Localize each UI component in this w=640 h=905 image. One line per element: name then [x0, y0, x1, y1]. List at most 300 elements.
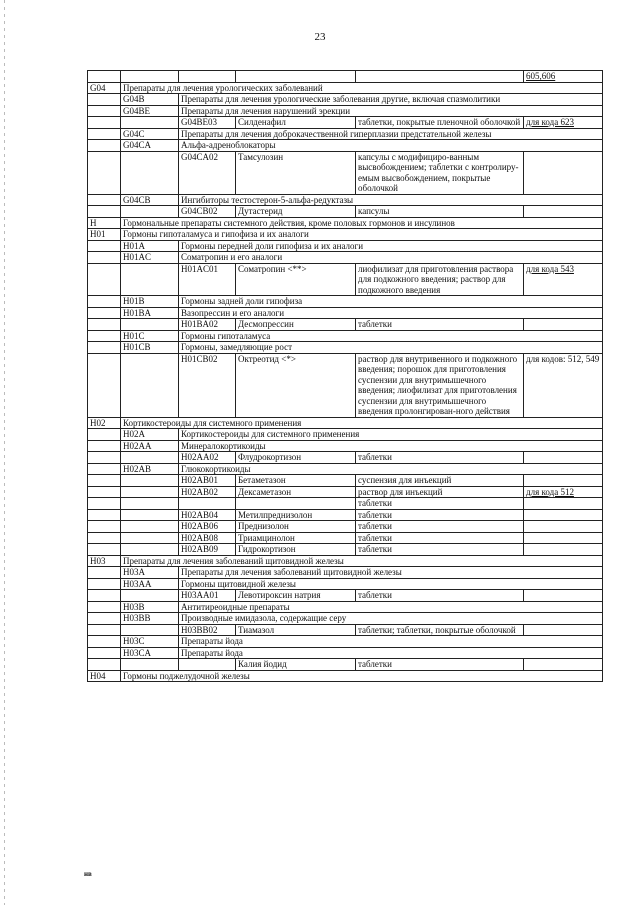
group-code-cell — [88, 94, 121, 106]
subgroup-code-cell — [121, 194, 179, 206]
cell-text: Гормоны гипоталамуса — [181, 330, 271, 341]
group-code-cell — [88, 229, 121, 241]
group-code-cell — [88, 544, 121, 556]
group-code-cell — [88, 82, 121, 94]
cell-text: Триамцинолон — [238, 532, 295, 543]
atc-table-body — [88, 71, 603, 682]
cell-text: G04B — [123, 94, 145, 104]
group-code-cell — [88, 263, 121, 296]
group-code-cell — [88, 307, 121, 319]
subgroup-code-cell — [121, 659, 179, 671]
note-cell — [524, 263, 603, 296]
drug-name-cell — [236, 659, 356, 671]
subgroup-code-cell — [121, 105, 179, 117]
atc-code-cell — [179, 532, 236, 544]
cell-text: Препараты для лечения доброкачественной гиперплазии предстательной железы — [181, 128, 492, 139]
subgroup-code-cell — [121, 117, 179, 129]
cell-text: H01BA — [123, 307, 152, 318]
cell-text: G04CB — [123, 194, 151, 205]
cell-text: капсулы с модифициро-ванным высвобождением; таблетки с контролиру-емым высвобождением, покрытые оболочкой — [358, 151, 519, 193]
table-row — [88, 296, 603, 308]
cell-text: H01CB — [123, 342, 151, 352]
group-title-cell — [179, 296, 603, 308]
atc-code-cell — [179, 659, 236, 671]
subgroup-code-cell — [121, 601, 179, 613]
table-row — [88, 613, 603, 625]
table-row — [88, 263, 603, 296]
subgroup-code-cell — [121, 452, 179, 464]
cell-text: H01C — [123, 330, 145, 341]
dosage-form-cell — [356, 544, 524, 556]
cell-text: таблетки — [358, 452, 393, 462]
group-code-cell — [88, 486, 121, 498]
subgroup-code-cell — [121, 647, 179, 659]
subgroup-code-cell — [121, 240, 179, 252]
atc-code-cell — [179, 353, 236, 417]
group-code-cell — [88, 555, 121, 567]
table-row — [88, 521, 603, 533]
note-cell — [524, 71, 603, 83]
cell-text: Гормональные препараты системного действия, кроме половых гормонов и инсулинов — [123, 217, 455, 228]
group-code-cell — [88, 498, 121, 510]
cell-text: таблетки; таблетки, покрытые оболочкой — [358, 624, 516, 635]
cell-text: для кодов: 512, 549 — [526, 353, 600, 364]
group-code-cell — [88, 105, 121, 117]
table-row — [88, 532, 603, 544]
group-code-cell — [88, 624, 121, 636]
group-code-cell — [88, 636, 121, 648]
table-row — [88, 659, 603, 671]
cell-text: Вазопрессин и его аналоги — [181, 307, 285, 318]
cell-text: H04 — [90, 670, 106, 681]
cell-text: Гидрокортизон — [238, 544, 296, 554]
group-code-cell — [88, 151, 121, 194]
group-title-cell — [179, 240, 603, 252]
atc-code-cell — [179, 590, 236, 602]
drug-name-cell — [236, 544, 356, 556]
cell-text: Бетаметазон — [238, 475, 286, 485]
cell-text: H01A — [123, 240, 145, 251]
cell-text: Препараты для лечения нарушений эрекции — [181, 105, 351, 116]
dosage-form-cell — [356, 659, 524, 671]
group-title-cell — [179, 429, 603, 441]
cell-text: Метилпреднизолон — [238, 509, 313, 520]
dosage-form-cell — [356, 486, 524, 498]
group-code-cell — [88, 252, 121, 264]
cell-text: H03B — [123, 601, 145, 612]
cell-text: раствор для внутривенного и подкожного введения; порошок для приготовления суспензии для внутримышечного введения; лиофилизат для приготовления суспензии для внутримышечного введения пролонгирован-ного действия — [358, 353, 518, 416]
table-row — [88, 624, 603, 636]
group-title-cell — [121, 417, 603, 429]
subgroup-code-cell — [121, 263, 179, 296]
group-code-cell — [88, 578, 121, 590]
cell-text: таблетки, покрытые пленочной оболочкой — [358, 117, 521, 127]
atc-code-cell — [179, 475, 236, 487]
cell-text: G04 — [90, 82, 106, 93]
table-row — [88, 71, 603, 83]
subgroup-code-cell — [121, 624, 179, 636]
table-row — [88, 82, 603, 94]
group-title-cell — [179, 636, 603, 648]
cell-text: Препараты йода — [181, 636, 243, 646]
cell-text: G04CB02 — [181, 206, 218, 216]
subgroup-code-cell — [121, 636, 179, 648]
table-row — [88, 417, 603, 429]
group-code-cell — [88, 217, 121, 229]
cell-text[interactable]: для кода 512 — [526, 486, 574, 497]
atc-code-cell — [179, 521, 236, 533]
drug-name-cell — [236, 498, 356, 510]
group-title-cell — [179, 578, 603, 590]
group-code-cell — [88, 659, 121, 671]
group-code-cell — [88, 330, 121, 342]
subgroup-code-cell — [121, 151, 179, 194]
group-code-cell — [88, 206, 121, 218]
cell-text: таблетки — [358, 544, 393, 554]
note-cell — [524, 151, 603, 194]
cell-text: H03A — [123, 567, 145, 577]
group-title-cell — [179, 194, 603, 206]
dosage-form-cell — [356, 590, 524, 602]
footer-mark: нв — [84, 870, 92, 878]
table-row — [88, 475, 603, 487]
subgroup-code-cell — [121, 330, 179, 342]
group-title-cell — [179, 567, 603, 579]
atc-drug-table — [87, 70, 603, 682]
atc-code-cell — [179, 319, 236, 331]
subgroup-code-cell — [121, 521, 179, 533]
table-row — [88, 117, 603, 129]
dosage-form-cell — [356, 475, 524, 487]
note-cell — [524, 353, 603, 417]
atc-code-cell — [179, 498, 236, 510]
cell-text: Гормоны поджелудочной железы — [123, 670, 250, 681]
drug-name-cell — [236, 117, 356, 129]
group-title-cell — [179, 342, 603, 354]
cell-text: Левотироксин натрия — [238, 590, 321, 600]
subgroup-code-cell — [121, 319, 179, 331]
scan-edge-artifact — [4, 0, 5, 905]
note-cell — [524, 659, 603, 671]
group-title-cell — [179, 252, 603, 264]
subgroup-code-cell — [121, 590, 179, 602]
cell-text: Антитиреоидные препараты — [181, 601, 290, 612]
atc-code-cell — [179, 486, 236, 498]
cell-text: H01B — [123, 296, 145, 306]
table-row — [88, 151, 603, 194]
cell-text: Препараты для лечения заболеваний щитовидной железы — [123, 555, 344, 566]
cell-text: Гормоны передней доли гипофиза и их аналоги — [181, 240, 364, 251]
group-code-cell — [88, 440, 121, 452]
table-row — [88, 342, 603, 354]
table-row — [88, 647, 603, 659]
cell-text: H03 — [90, 555, 106, 566]
group-title-cell — [179, 94, 603, 106]
cell-text: Гормоны щитовидной железы — [181, 578, 296, 589]
cell-text: Соматропин и его аналоги — [181, 252, 283, 262]
subgroup-code-cell — [121, 440, 179, 452]
note-cell — [524, 452, 603, 464]
cell-text: H — [90, 217, 97, 228]
cell-text: таблетки — [358, 521, 393, 531]
subgroup-code-cell — [121, 486, 179, 498]
table-row — [88, 128, 603, 140]
note-cell — [524, 521, 603, 533]
subgroup-code-cell — [121, 544, 179, 556]
group-code-cell — [88, 319, 121, 331]
cell-text: Препараты для лечения заболеваний щитовидной железы — [181, 567, 402, 577]
dosage-form-cell — [356, 206, 524, 218]
group-code-cell — [88, 521, 121, 533]
table-row — [88, 330, 603, 342]
group-code-cell — [88, 240, 121, 252]
drug-name-cell — [236, 475, 356, 487]
group-code-cell — [88, 117, 121, 129]
group-code-cell — [88, 601, 121, 613]
group-code-cell — [88, 296, 121, 308]
cell-text: Кортикостероиды для системного применения — [181, 429, 360, 439]
table-row — [88, 452, 603, 464]
table-row — [88, 636, 603, 648]
subgroup-code-cell — [121, 509, 179, 521]
subgroup-code-cell — [121, 307, 179, 319]
cell-text: Глюкокортикоиды — [181, 463, 251, 474]
dosage-form-cell — [356, 532, 524, 544]
cell-text: G04BE — [123, 105, 150, 116]
drug-name-cell — [236, 319, 356, 331]
cell-text: H02AB04 — [181, 509, 219, 520]
cell-text: Октреотид <*> — [238, 353, 296, 364]
table-row — [88, 307, 603, 319]
drug-name-cell — [236, 532, 356, 544]
group-code-cell — [88, 452, 121, 464]
group-code-cell — [88, 463, 121, 475]
cell-text: H02AA02 — [181, 452, 219, 462]
group-code-cell — [88, 613, 121, 625]
cell-text: H02AB — [123, 463, 152, 474]
atc-code-cell — [179, 263, 236, 296]
table-row — [88, 567, 603, 579]
cell-text: Дутастерид — [238, 206, 283, 216]
cell-text: Минералокортикоиды — [181, 440, 266, 451]
group-code-cell — [88, 532, 121, 544]
table-row — [88, 544, 603, 556]
cell-text: таблетки — [358, 590, 393, 600]
note-cell — [524, 475, 603, 487]
cell-text: H01BA02 — [181, 319, 219, 329]
cell-text: H01CB02 — [181, 353, 218, 364]
cell-text: H01 — [90, 229, 106, 239]
table-row — [88, 463, 603, 475]
cell-text: H02AB01 — [181, 475, 219, 485]
group-code-cell — [88, 429, 121, 441]
dosage-form-cell — [356, 452, 524, 464]
cell-text[interactable]: 605,606 — [526, 71, 556, 81]
group-title-cell — [179, 463, 603, 475]
group-code-cell — [88, 194, 121, 206]
cell-text: H01AC — [123, 252, 152, 262]
table-row — [88, 486, 603, 498]
dosage-form-cell — [356, 117, 524, 129]
cell-text: H02 — [90, 417, 106, 428]
note-cell — [524, 544, 603, 556]
group-code-cell — [88, 140, 121, 152]
atc-code-cell — [179, 544, 236, 556]
cell-text: Гормоны, замедляющие рост — [181, 342, 293, 352]
cell-text: H02AA — [123, 440, 152, 451]
drug-name-cell — [236, 486, 356, 498]
note-cell — [524, 509, 603, 521]
drug-name-cell — [236, 590, 356, 602]
cell-text: Гормоны гипоталамуса и гипофиза и их аналоги — [123, 229, 309, 239]
subgroup-code-cell — [121, 475, 179, 487]
dosage-form-cell — [356, 521, 524, 533]
subgroup-code-cell — [121, 578, 179, 590]
cell-text: Силденафил — [238, 117, 286, 127]
cell-text: Кортикостероиды для системного применения — [123, 417, 302, 428]
subgroup-code-cell — [121, 94, 179, 106]
group-title-cell — [179, 613, 603, 625]
group-code-cell — [88, 128, 121, 140]
subgroup-code-cell — [121, 567, 179, 579]
cell-text: G04BE03 — [181, 117, 217, 127]
dosage-form-cell — [356, 509, 524, 521]
cell-text: Гормоны задней доли гипофиза — [181, 296, 303, 306]
dosage-form-cell — [356, 151, 524, 194]
table-row — [88, 498, 603, 510]
cell-text: Производные имидазола, содержащие серу — [181, 613, 347, 623]
dosage-form-cell — [356, 498, 524, 510]
dosage-form-cell — [356, 624, 524, 636]
table-row — [88, 252, 603, 264]
cell-text: H02AB02 — [181, 486, 219, 497]
cell-text: H03C — [123, 636, 145, 646]
group-title-cell — [179, 307, 603, 319]
group-code-cell — [88, 647, 121, 659]
group-code-cell — [88, 342, 121, 354]
drug-name-cell — [236, 452, 356, 464]
group-code-cell — [88, 417, 121, 429]
cell-text: Соматропин <**> — [238, 263, 307, 274]
table-row — [88, 206, 603, 218]
table-row — [88, 590, 603, 602]
atc-code-cell — [179, 452, 236, 464]
cell-text: таблетки — [358, 532, 393, 543]
group-code-cell — [88, 71, 121, 83]
group-title-cell — [179, 128, 603, 140]
table-row — [88, 194, 603, 206]
table-row — [88, 353, 603, 417]
table-row — [88, 670, 603, 682]
group-title-cell — [179, 440, 603, 452]
cell-text: Тиамазол — [238, 624, 275, 635]
subgroup-code-cell — [121, 71, 179, 83]
group-title-cell — [179, 601, 603, 613]
group-code-cell — [88, 509, 121, 521]
dosage-form-cell — [356, 353, 524, 417]
table-row — [88, 229, 603, 241]
group-title-cell — [179, 140, 603, 152]
subgroup-code-cell — [121, 296, 179, 308]
subgroup-code-cell — [121, 353, 179, 417]
cell-text: раствор для инъекций — [358, 486, 443, 497]
table-row — [88, 601, 603, 613]
group-title-cell — [121, 82, 603, 94]
note-cell — [524, 498, 603, 510]
dosage-form-cell — [356, 71, 524, 83]
group-code-cell — [88, 567, 121, 579]
atc-code-cell — [179, 509, 236, 521]
drug-name-cell — [236, 353, 356, 417]
note-cell — [524, 590, 603, 602]
drug-name-cell — [236, 151, 356, 194]
group-code-cell — [88, 475, 121, 487]
cell-text: G04CA02 — [181, 151, 219, 162]
atc-code-cell — [179, 71, 236, 83]
subgroup-code-cell — [121, 206, 179, 218]
cell-text: Препараты йода — [181, 647, 243, 658]
drug-name-cell — [236, 521, 356, 533]
drug-name-cell — [236, 206, 356, 218]
group-title-cell — [121, 670, 603, 682]
cell-text: таблетки — [358, 319, 393, 329]
group-code-cell — [88, 353, 121, 417]
atc-code-cell — [179, 206, 236, 218]
subgroup-code-cell — [121, 342, 179, 354]
cell-text: Калия йодид — [238, 659, 287, 669]
cell-text: H03CA — [123, 647, 152, 658]
note-cell — [524, 486, 603, 498]
subgroup-code-cell — [121, 140, 179, 152]
cell-text[interactable]: для кода 623 — [526, 117, 574, 127]
cell-text: H02AB08 — [181, 532, 219, 543]
cell-text: H01AC01 — [181, 263, 219, 274]
table-row — [88, 105, 603, 117]
cell-text[interactable]: для кода 543 — [526, 263, 574, 274]
cell-text: Препараты для лечения урологических заболеваний — [123, 82, 323, 93]
table-row — [88, 319, 603, 331]
note-cell — [524, 117, 603, 129]
drug-name-cell — [236, 71, 356, 83]
note-cell — [524, 624, 603, 636]
group-title-cell — [179, 105, 603, 117]
cell-text: Десмопрессин — [238, 319, 294, 329]
atc-code-cell — [179, 117, 236, 129]
cell-text: таблетки — [358, 498, 393, 508]
cell-text: Преднизолон — [238, 521, 289, 531]
group-title-cell — [179, 647, 603, 659]
group-title-cell — [121, 229, 603, 241]
cell-text: таблетки — [358, 509, 393, 520]
table-row — [88, 509, 603, 521]
atc-table-container — [87, 70, 602, 682]
table-row — [88, 429, 603, 441]
table-row — [88, 555, 603, 567]
cell-text: суспензия для инъекций — [358, 475, 452, 485]
subgroup-code-cell — [121, 128, 179, 140]
table-row — [88, 578, 603, 590]
table-row — [88, 440, 603, 452]
atc-code-cell — [179, 624, 236, 636]
subgroup-code-cell — [121, 613, 179, 625]
table-row — [88, 94, 603, 106]
page-number: 23 — [314, 31, 326, 43]
cell-text: G04C — [123, 128, 145, 139]
note-cell — [524, 532, 603, 544]
cell-text: H03AA — [123, 578, 152, 589]
subgroup-code-cell — [121, 532, 179, 544]
cell-text: H02A — [123, 429, 145, 439]
